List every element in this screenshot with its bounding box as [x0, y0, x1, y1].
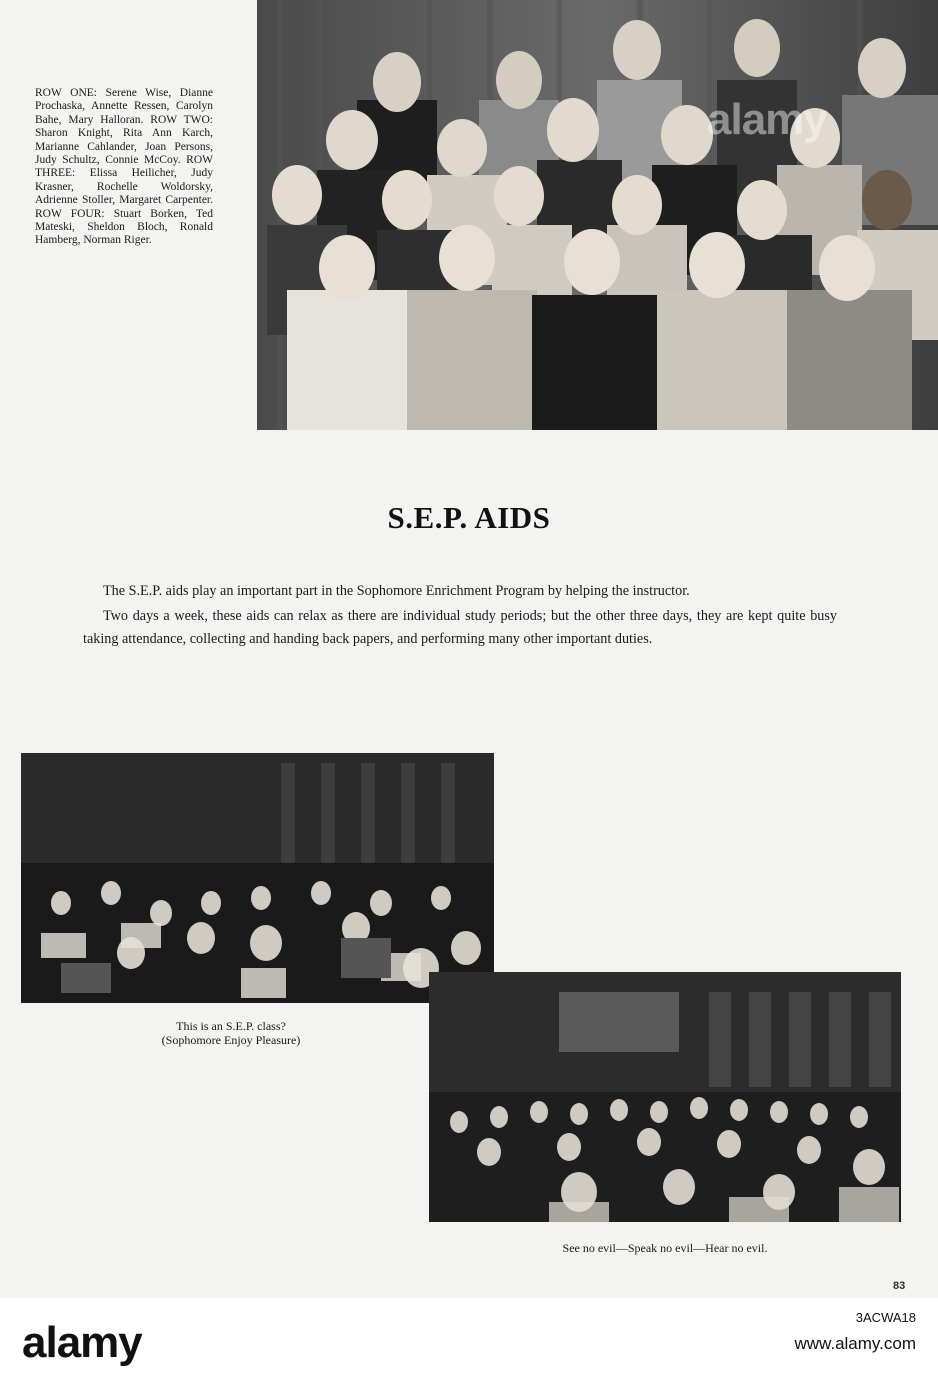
- caption-line: This is an S.E.P. class?: [176, 1019, 286, 1033]
- alamy-logo: alamy: [22, 1318, 142, 1367]
- photo-caption-2: See no evil—Speak no evil—Hear no evil.: [562, 1241, 768, 1255]
- article-body: [83, 580, 837, 653]
- page-number: 83: [893, 1280, 906, 1292]
- paragraph: Two days a week, these aids can relax as there are individual study periods; but the other three days, they are kept quite busy taking attendance, collecting and handing back papers, and performing many other important duties.: [83, 607, 837, 647]
- group-photo: [257, 0, 938, 430]
- roster-caption: ROW ONE: Serene Wise, Dianne Prochaska, Annette Ressen, Carolyn Bahe, Mary Halloran. ROW TWO: Sharon Knight, Rita Ann Karch, Marianne Cahlander, Joan Persons, Judy Schultz, Connie McCoy. ROW THREE: Elissa Heilicher, Judy Krasner, Rochelle Woldorsky, Adrienne Stoller, Margaret Carpenter. ROW FOUR: Stuart Borken, Ted Mateski, Sheldon Bloch, Ronald Hamberg, Norman Riger.: [35, 87, 213, 247]
- classroom-photo-1: [21, 753, 494, 1003]
- watermark-overlay-logo: alamy: [707, 95, 827, 144]
- paragraph: The S.E.P. aids play an important part in the Sophomore Enrichment Program by helping the instructor.: [103, 583, 690, 599]
- photo-caption-1: [0, 1019, 462, 1047]
- image-id: 3ACWA18: [855, 1310, 916, 1325]
- watermark-bar: [0, 1298, 938, 1390]
- watermark-url: www.alamy.com: [794, 1334, 916, 1353]
- classroom-photo-2: [429, 972, 901, 1222]
- page-title: S.E.P. AIDS: [387, 500, 551, 535]
- caption-line: (Sophomore Enjoy Pleasure): [161, 1033, 301, 1047]
